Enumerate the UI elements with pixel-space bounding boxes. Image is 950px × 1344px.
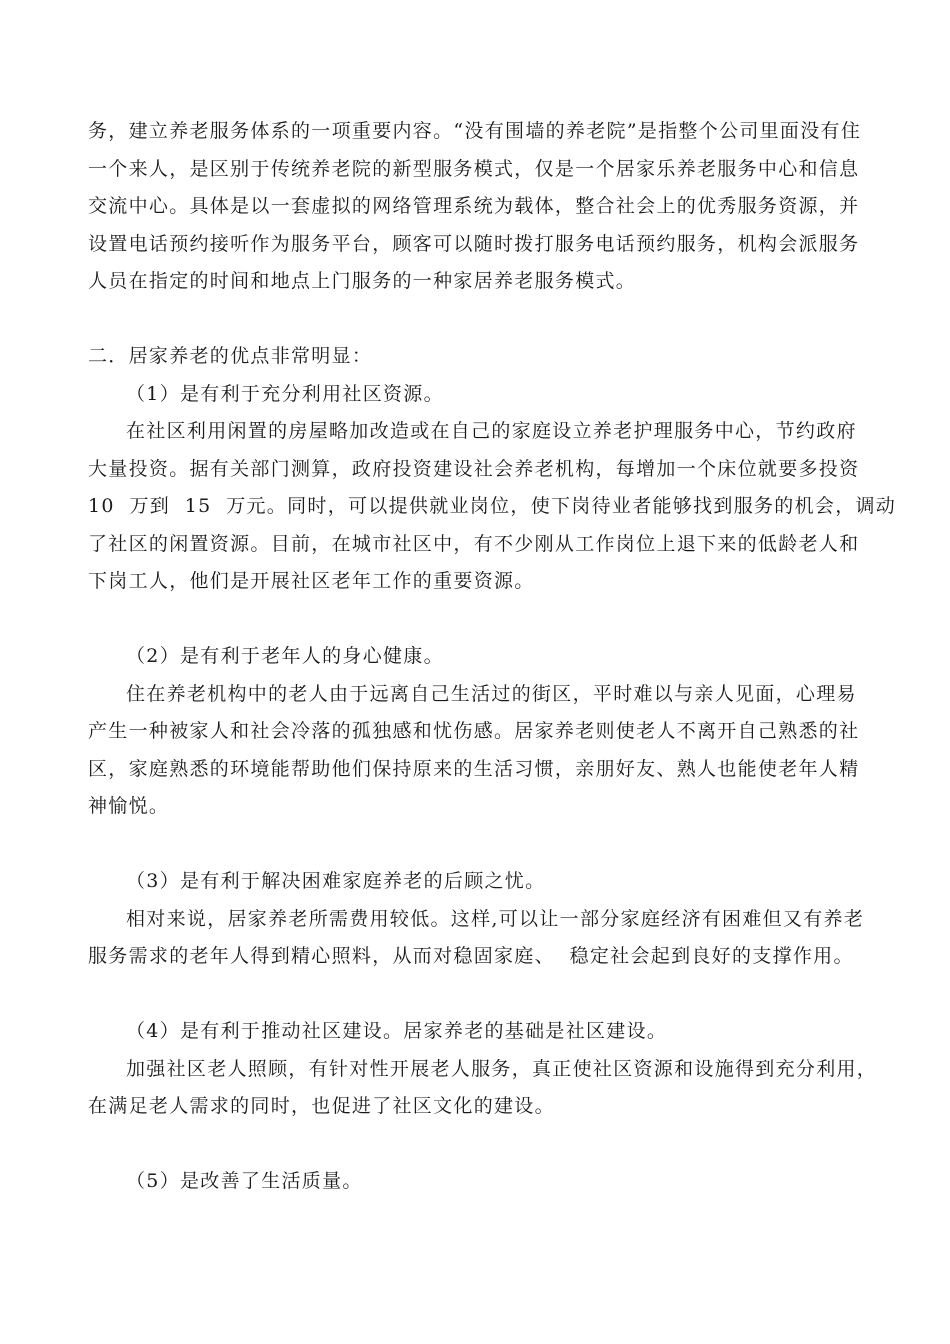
paragraph-line: 设置电话预约接听作为服务平台，顾客可以随时拨打服务电话预约服务，机构会派服务	[88, 232, 860, 255]
paragraph-line: 务，建立养老服务体系的一项重要内容。“没有围墙的养老院”是指整个公司里面没有住	[88, 120, 862, 142]
intro-paragraph	[88, 113, 864, 301]
document-body	[88, 113, 897, 1201]
paragraph-line: 在社区利用闲置的房屋略加改造或在自己的家庭设立养老护理服务中心，节约政府	[126, 420, 857, 442]
paragraph-line: 相对来说，居家养老所需费用较低。这样,可以让一部分家庭经济有困难但又有养老	[126, 907, 865, 930]
point-heading: （1）是有利于充分利用社区资源。	[126, 382, 444, 405]
point-heading: （3）是有利于解决困难家庭养老的后顾之忧。	[126, 870, 546, 892]
paragraph-line: 下岗工人，他们是开展社区老年工作的重要资源。	[88, 570, 535, 592]
paragraph-line: 人员在指定的时间和地点上门服务的一种家居养老服务模式。	[88, 270, 637, 292]
paragraph-line: 交流中心。具体是以一套虚拟的网络管理系统为载体，整合社会上的优秀服务资源，并	[88, 195, 860, 217]
paragraph-line: 10 万到 15 万元。同时，可以提供就业岗位，使下岗待业者能够找到服务的机会，调动	[88, 495, 897, 517]
section-heading: 二．居家养老的优点非常明显：	[88, 345, 373, 367]
paragraph-line: 神愉悦。	[88, 795, 170, 817]
paragraph-line: 了社区的闲置资源。目前，在城市社区中，有不少刚从工作岗位上退下来的低龄老人和	[88, 532, 860, 555]
point-heading: （2）是有利于老年人的身心健康。	[126, 645, 444, 667]
point-5	[88, 1163, 864, 1201]
spacer	[88, 601, 864, 639]
spacer	[88, 976, 864, 1014]
point-heading: （5）是改善了生活质量。	[126, 1170, 363, 1192]
paragraph-line: 在满足老人需求的同时，也促进了社区文化的建设。	[88, 1095, 555, 1117]
paragraph-line: 服务需求的老年人得到精心照料，从而对稳固家庭、 稳定社会起到良好的支撑作用。	[88, 945, 854, 967]
point-3	[88, 863, 864, 976]
point-4	[88, 1013, 878, 1126]
paragraph-line: 大量投资。据有关部门测算，政府投资建设社会养老机构，每增加一个床位就要多投资	[88, 457, 860, 480]
paragraph-line: 产生一种被家人和社会冷落的孤独感和忧伤感。居家养老则使老人不离开自己熟悉的社	[88, 720, 860, 742]
point-2	[88, 638, 864, 826]
paragraph-line: 住在养老机构中的老人由于远离自己生活过的街区，平时难以与亲人见面，心理易	[126, 682, 857, 705]
point-heading: （4）是有利于推动社区建设。居家养老的基础是社区建设。	[126, 1020, 668, 1042]
paragraph-line: 区，家庭熟悉的环境能帮助他们保持原来的生活习惯，亲朋好友、熟人也能使老年人精	[88, 757, 860, 780]
spacer	[88, 826, 864, 864]
point-1	[88, 376, 897, 601]
spacer	[88, 1126, 864, 1164]
paragraph-line: 加强社区老人照顾，有针对性开展老人服务，真正使社区资源和设施得到充分利用，	[126, 1057, 878, 1080]
spacer	[88, 301, 864, 339]
paragraph-line: 一个来人，是区别于传统养老院的新型服务模式，仅是一个居家乐养老服务中心和信息	[88, 157, 860, 180]
